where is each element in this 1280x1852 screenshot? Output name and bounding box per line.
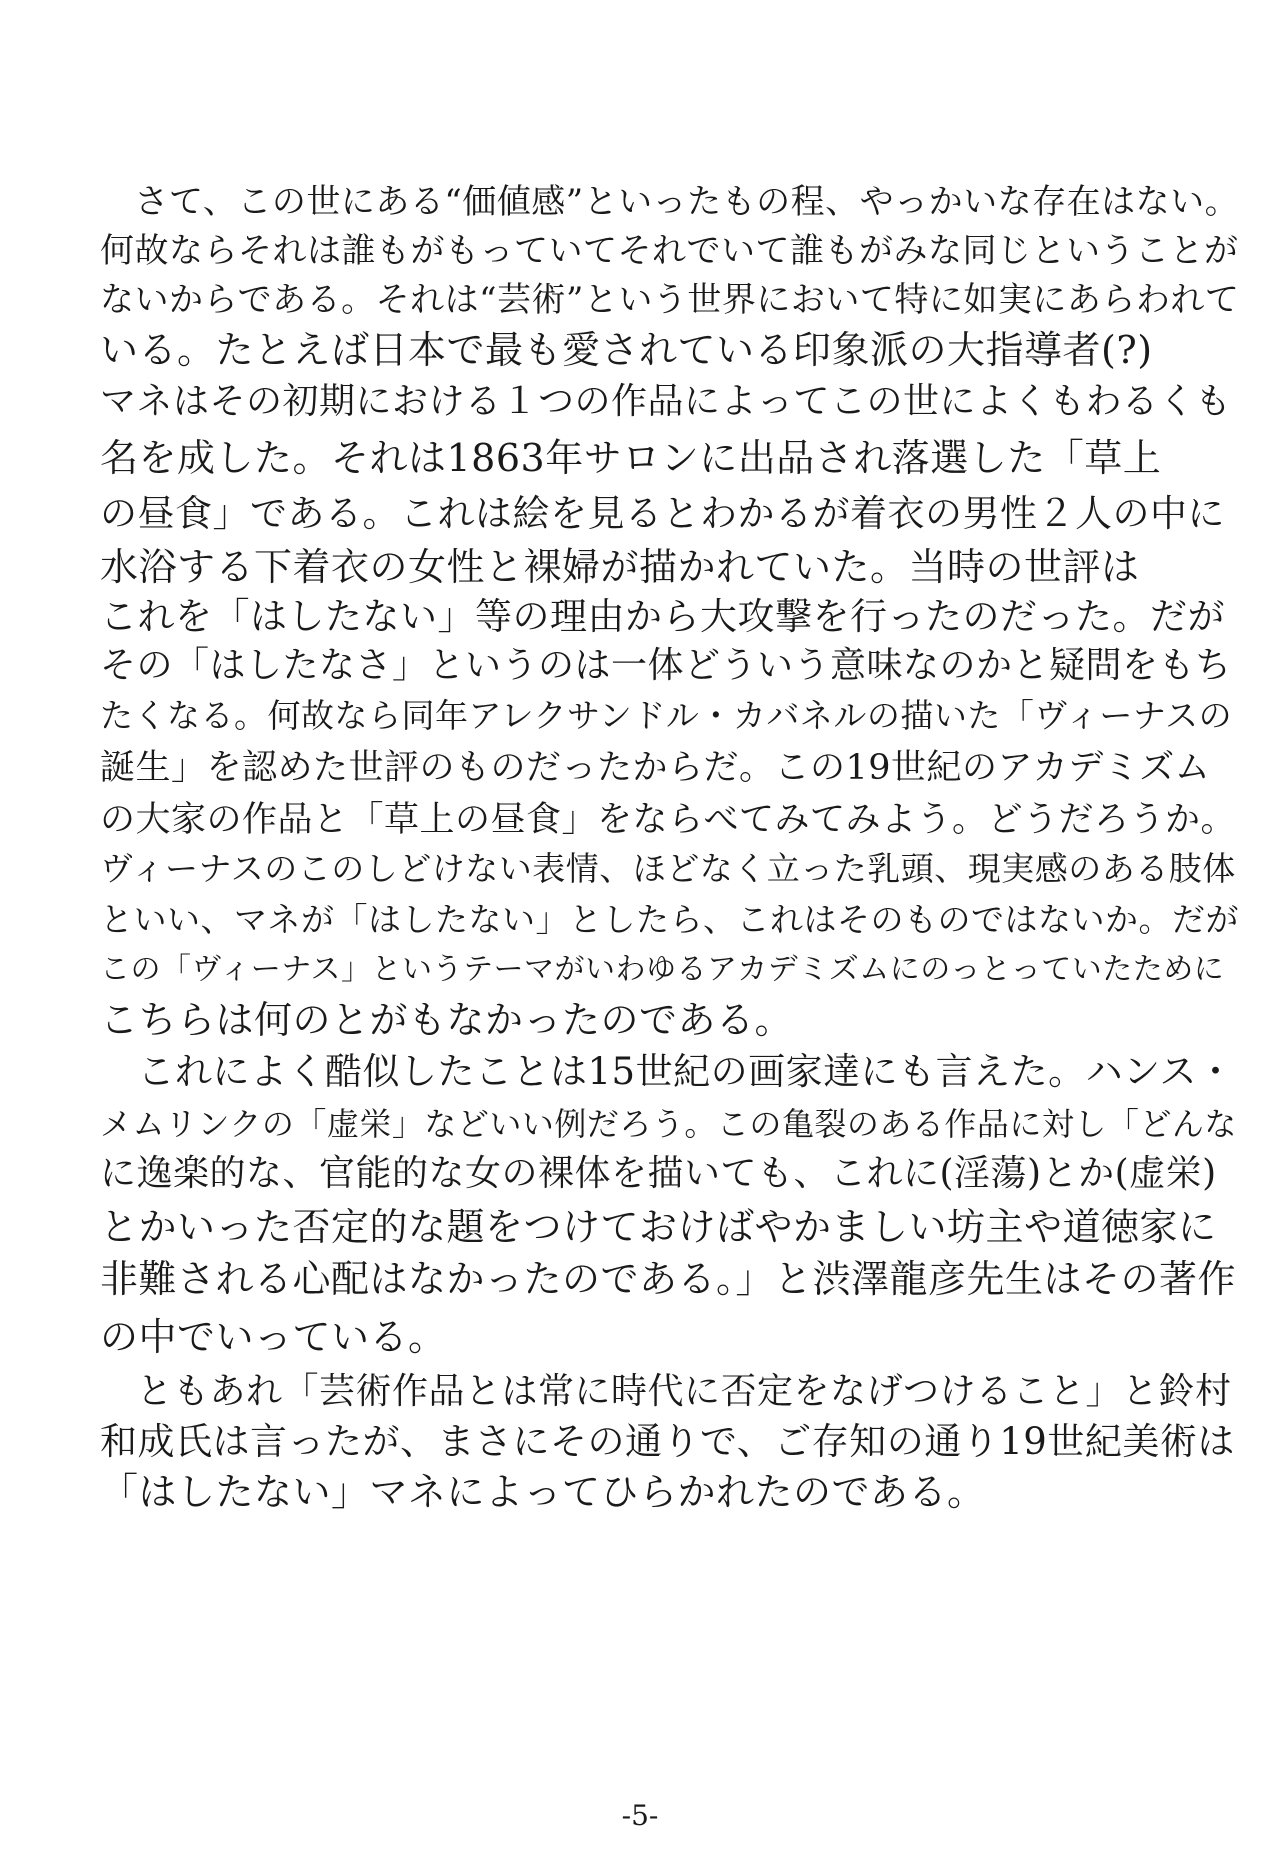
text-line: の中でいっている。 [100, 1315, 447, 1359]
text-line: に逸楽的な、官能的な女の裸体を描いても、これに(淫蕩)とか(虚栄) [100, 1153, 1217, 1194]
text-line: 水浴する下着衣の女性と裸婦が描かれていた。当時の世評は [100, 545, 1140, 589]
text-line: こちらは何のとがもなかったのである。 [100, 998, 794, 1042]
text-line: これを「はしたない」等の理由から大攻撃を行ったのだった。だが [100, 595, 1225, 638]
text-line: 「はしたない」マネによってひらかれたのである。 [100, 1470, 986, 1514]
text-line: ヴィーナスのこのしどけない表情、ほどなく立った乳頭、現実感のある肢体 [100, 849, 1236, 888]
text-line: ともあれ「芸術作品とは常に時代に否定をなげつけること」と鈴村 [100, 1371, 1232, 1412]
text-line: ないからである。それは“芸術”という世界において特に如実にあらわれて [100, 280, 1240, 320]
text-line: いる。たとえば日本で最も愛されている印象派の大指導者(?) [100, 328, 1153, 372]
text-line: この「ヴィーナス」というテーマがいわゆるアカデミズムにのっとっていたために [100, 952, 1225, 987]
text-line: 非難される心配はなかったのである。」と渋澤龍彦先生はその著作 [100, 1257, 1237, 1301]
text-line: 和成氏は言ったが、まさにその通りで、ご存知の通り19世紀美術は [100, 1420, 1235, 1463]
text-line: の昼食」である。これは絵を見るとわかるが着衣の男性２人の中に [100, 492, 1225, 535]
page-number: -5- [621, 1799, 659, 1832]
text-line: 何故ならそれは誰もがもっていてそれでいて誰もがみな同じということが [100, 231, 1239, 271]
text-line: といい、マネが「はしたない」としたら、これはそのものではないか。だが [100, 900, 1239, 939]
text-line: メムリンクの「虚栄」などいい例だろう。この亀裂のある作品に対し「どんな [100, 1105, 1237, 1143]
text-line: たくなる。何故なら同年アレクサンドル・カバネルの描いた「ヴィーナスの [100, 696, 1233, 735]
text-line: 誕生」を認めた世評のものだったからだ。この19世紀のアカデミズム [100, 748, 1211, 788]
text-line: マネはその初期における１つの作品によってこの世によくもわるくも [100, 381, 1232, 422]
text-line: 名を成した。それは1863年サロンに出品され落選した「草上 [100, 436, 1162, 480]
text-line: その「はしたなさ」というのは一体どういう意味なのかと疑問をもち [100, 645, 1232, 686]
text-line: これによく酷似したことは15世紀の画家達にも言えた。ハンス・ [100, 1050, 1235, 1093]
text-line: とかいった否定的な題をつけておけばやかましい坊主や道徳家に [100, 1205, 1217, 1249]
text-line: さて、この世にある“価値感”といったもの程、やっかいな存在はない。 [100, 182, 1240, 222]
text-line: の大家の作品と「草上の昼食」をならべてみてみよう。どうだろうか。 [100, 800, 1237, 840]
